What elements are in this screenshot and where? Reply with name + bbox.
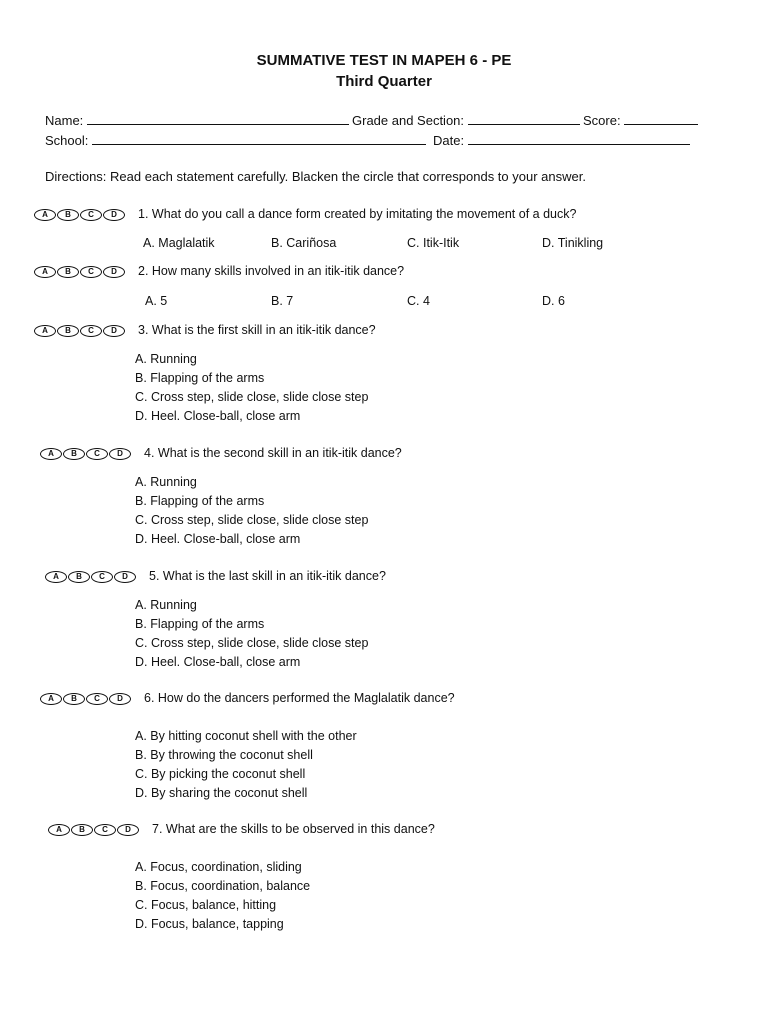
answer-bubble-c[interactable]: C bbox=[80, 209, 102, 221]
score-blank[interactable] bbox=[624, 112, 698, 125]
answer-option: D. Focus, balance, tapping bbox=[135, 917, 284, 931]
answer-option: B. By throwing the coconut shell bbox=[135, 748, 313, 762]
question-text: 5. What is the last skill in an itik-itik dance? bbox=[149, 569, 386, 583]
answer-bubble-b[interactable]: B bbox=[57, 325, 79, 337]
answer-bubble-b[interactable]: B bbox=[63, 448, 85, 460]
answer-option: B. 7 bbox=[271, 294, 294, 308]
question-text: 3. What is the first skill in an itik-itik dance? bbox=[138, 323, 376, 337]
answer-option: A. Running bbox=[135, 352, 197, 366]
answer-bubble-a[interactable]: A bbox=[34, 209, 56, 221]
answer-bubble-b[interactable]: B bbox=[68, 571, 90, 583]
answer-bubble-d[interactable]: D bbox=[103, 325, 125, 337]
answer-bubble-c[interactable]: C bbox=[86, 448, 108, 460]
answer-option: D. Heel. Close-ball, close arm bbox=[135, 532, 301, 546]
answer-bubble-c[interactable]: C bbox=[86, 693, 108, 705]
answer-bubble-a[interactable]: A bbox=[45, 571, 67, 583]
answer-bubbles bbox=[45, 571, 136, 583]
answer-option: C. 4 bbox=[407, 294, 430, 308]
date-label: Date: bbox=[433, 133, 465, 148]
score-label: Score: bbox=[583, 113, 621, 128]
answer-bubble-a[interactable]: A bbox=[34, 266, 56, 278]
answer-option: A. Running bbox=[135, 598, 197, 612]
answer-bubble-a[interactable]: A bbox=[48, 824, 70, 836]
answer-bubble-b[interactable]: B bbox=[57, 266, 79, 278]
school-field[interactable] bbox=[45, 132, 426, 148]
answer-option: C. Focus, balance, hitting bbox=[135, 898, 277, 912]
page-subtitle: Third Quarter bbox=[336, 73, 432, 90]
question-text: 2. How many skills involved in an itik-itik dance? bbox=[138, 264, 405, 278]
answer-bubble-a[interactable]: A bbox=[40, 693, 62, 705]
answer-bubble-d[interactable]: D bbox=[103, 209, 125, 221]
answer-option: B. Focus, coordination, balance bbox=[135, 879, 311, 893]
question-text: 4. What is the second skill in an itik-itik dance? bbox=[144, 446, 402, 460]
answer-option: D. 6 bbox=[542, 294, 565, 308]
name-field[interactable] bbox=[45, 112, 349, 128]
question-text: 6. How do the dancers performed the Maglalatik dance? bbox=[144, 691, 455, 705]
answer-bubble-d[interactable]: D bbox=[117, 824, 139, 836]
school-blank[interactable] bbox=[92, 132, 426, 145]
score-field[interactable] bbox=[583, 112, 698, 128]
answer-option: C. Cross step, slide close, slide close step bbox=[135, 513, 369, 527]
answer-bubbles bbox=[34, 266, 125, 278]
answer-bubble-c[interactable]: C bbox=[80, 266, 102, 278]
answer-bubble-a[interactable]: A bbox=[40, 448, 62, 460]
answer-option: D. By sharing the coconut shell bbox=[135, 786, 308, 800]
answer-option: B. Flapping of the arms bbox=[135, 494, 265, 508]
answer-option: B. Cariñosa bbox=[271, 236, 337, 250]
question-text: 7. What are the skills to be observed in this dance? bbox=[152, 822, 435, 836]
answer-option: D. Heel. Close-ball, close arm bbox=[135, 409, 301, 423]
answer-bubble-a[interactable]: A bbox=[34, 325, 56, 337]
grade-section-field[interactable] bbox=[352, 112, 580, 128]
date-field[interactable] bbox=[433, 132, 690, 148]
answer-option: A. 5 bbox=[145, 294, 168, 308]
page-title: SUMMATIVE TEST IN MAPEH 6 - PE bbox=[256, 52, 512, 69]
answer-option: A. Focus, coordination, sliding bbox=[135, 860, 302, 874]
directions-text: Directions: Read each statement carefully. Blacken the circle that corresponds to your answer. bbox=[45, 169, 586, 184]
answer-bubble-d[interactable]: D bbox=[109, 693, 131, 705]
answer-option: B. Flapping of the arms bbox=[135, 617, 265, 631]
answer-bubble-c[interactable]: C bbox=[91, 571, 113, 583]
answer-option: C. Cross step, slide close, slide close step bbox=[135, 636, 369, 650]
answer-bubble-b[interactable]: B bbox=[63, 693, 85, 705]
name-blank[interactable] bbox=[87, 112, 349, 125]
answer-bubble-b[interactable]: B bbox=[57, 209, 79, 221]
answer-bubbles bbox=[34, 325, 125, 337]
answer-bubbles bbox=[40, 693, 131, 705]
question-text: 1. What do you call a dance form created by imitating the movement of a duck? bbox=[138, 207, 577, 221]
answer-bubble-d[interactable]: D bbox=[109, 448, 131, 460]
name-label: Name: bbox=[45, 113, 84, 128]
answer-bubbles bbox=[40, 448, 131, 460]
answer-option: C. By picking the coconut shell bbox=[135, 767, 306, 781]
answer-bubble-c[interactable]: C bbox=[80, 325, 102, 337]
answer-option: C. Itik-Itik bbox=[407, 236, 460, 250]
answer-bubble-d[interactable]: D bbox=[114, 571, 136, 583]
answer-option: A. By hitting coconut shell with the other bbox=[135, 729, 357, 743]
answer-option: D. Heel. Close-ball, close arm bbox=[135, 655, 301, 669]
grade-section-label: Grade and Section: bbox=[352, 113, 465, 128]
answer-bubble-d[interactable]: D bbox=[103, 266, 125, 278]
answer-option: C. Cross step, slide close, slide close step bbox=[135, 390, 369, 404]
answer-option: A. Running bbox=[135, 475, 197, 489]
date-blank[interactable] bbox=[468, 132, 690, 145]
school-label: School: bbox=[45, 133, 89, 148]
answer-bubble-b[interactable]: B bbox=[71, 824, 93, 836]
answer-option: A. Maglalatik bbox=[143, 236, 215, 250]
answer-bubbles bbox=[34, 209, 125, 221]
answer-option: B. Flapping of the arms bbox=[135, 371, 265, 385]
grade-section-blank[interactable] bbox=[468, 112, 580, 125]
answer-option: D. Tinikling bbox=[542, 236, 604, 250]
answer-bubble-c[interactable]: C bbox=[94, 824, 116, 836]
answer-bubbles bbox=[48, 824, 139, 836]
